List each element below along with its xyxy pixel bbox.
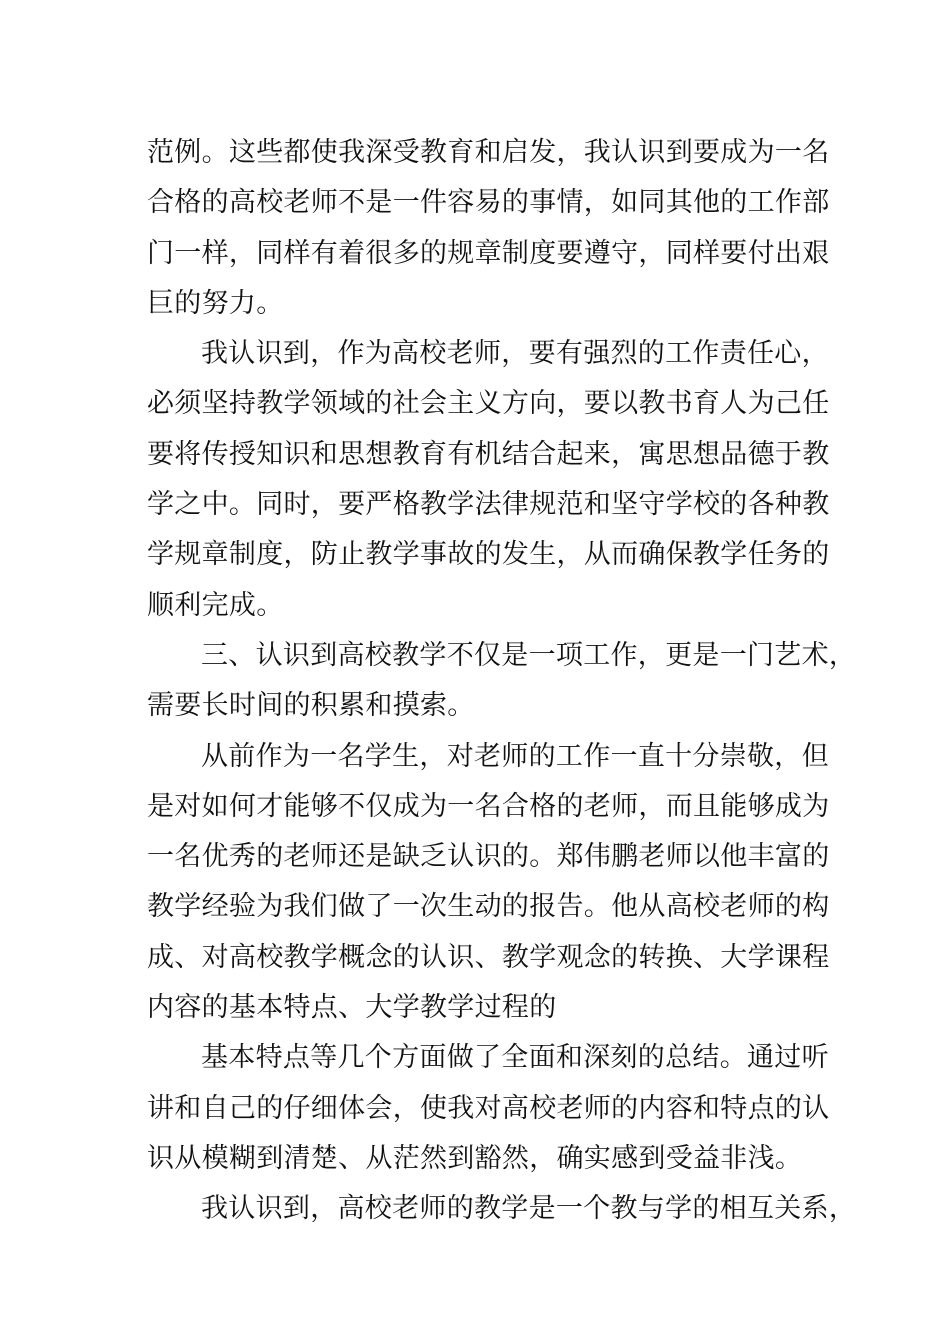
text-line: 门一样，同样有着很多的规章制度要遵守，同样要付出艰 xyxy=(147,237,830,269)
text-line: 学之中。同时，要严格教学法律规范和坚守学校的各种教 xyxy=(147,489,830,521)
text-line: 教学经验为我们做了一次生动的报告。他从高校老师的构 xyxy=(147,891,830,923)
text-line: 讲和自己的仔细体会，使我对高校老师的内容和特点的认 xyxy=(147,1092,830,1124)
text-line: 要将传授知识和思想教育有机结合起来，寓思想品德于教 xyxy=(147,438,830,470)
body-text xyxy=(147,128,857,1235)
paragraph-first-line: 我认识到，高校老师的教学是一个教与学的相互关系， xyxy=(201,1193,857,1225)
section-heading-line: 三、认识到高校教学不仅是一项工作，更是一门艺术， xyxy=(201,639,857,671)
text-line: 顺利完成。 xyxy=(147,589,284,621)
text-line: 学规章制度，防止教学事故的发生，从而确保教学任务的 xyxy=(147,539,830,571)
text-line: 一名优秀的老师还是缺乏认识的。郑伟鹏老师以他丰富的 xyxy=(147,841,830,873)
text-line: 合格的高校老师不是一件容易的事情，如同其他的工作部 xyxy=(147,187,830,219)
text-line: 是对如何才能够不仅成为一名合格的老师，而且能够成为 xyxy=(147,790,830,822)
text-line: 范例。这些都使我深受教育和启发，我认识到要成为一名 xyxy=(147,137,830,168)
text-line: 成、对高校教学概念的认识、教学观念的转换、大学课程 xyxy=(147,941,830,973)
text-line: 巨的努力。 xyxy=(147,287,284,319)
text-line: 必须坚持教学领域的社会主义方向，要以教书育人为己任 xyxy=(147,388,830,420)
text-line: 识从模糊到清楚、从茫然到豁然，确实感到受益非浅。 xyxy=(147,1142,803,1174)
paragraph-first-line: 我认识到，作为高校老师，要有强烈的工作责任心， xyxy=(201,338,829,370)
text-line: 内容的基本特点、大学教学过程的 xyxy=(147,992,557,1024)
paragraph-first-line: 基本特点等几个方面做了全面和深刻的总结。通过听 xyxy=(201,1042,829,1074)
paragraph-first-line: 从前作为一名学生，对老师的工作一直十分崇敬，但 xyxy=(201,740,829,772)
text-line: 需要长时间的积累和摸索。 xyxy=(147,690,475,722)
